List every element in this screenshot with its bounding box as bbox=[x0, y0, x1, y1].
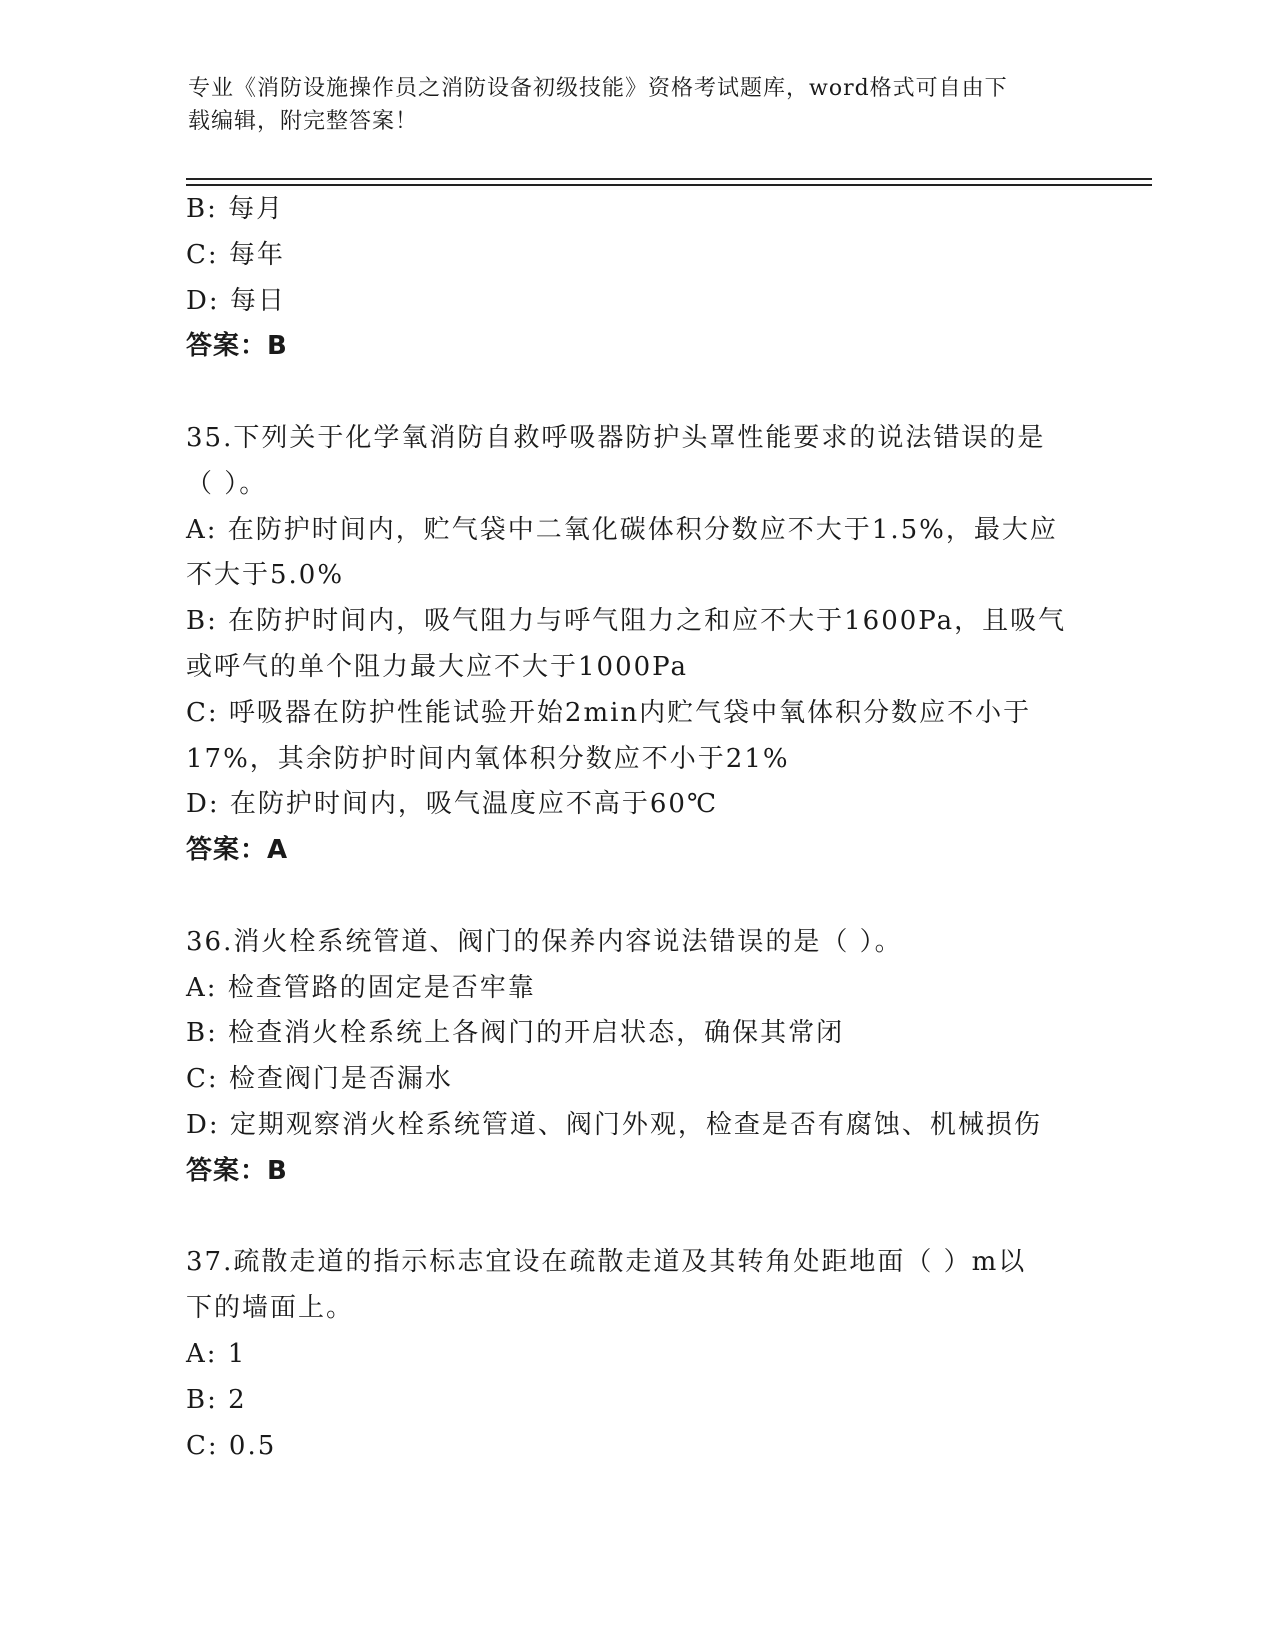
header-line-2: 载编辑，附完整答案！ bbox=[188, 109, 419, 134]
option-b: B: 在防护时间内，吸气阻力与呼气阻力之和应不大于1600Pa，且吸气 bbox=[186, 606, 1067, 637]
answer: 答案：B bbox=[186, 331, 288, 362]
option-a: A: 1 bbox=[186, 1338, 247, 1369]
header-line-1: 专业《消防设施操作员之消防设备初级技能》资格考试题库，word格式可自由下 bbox=[188, 76, 1008, 101]
option-b: B: 2 bbox=[186, 1384, 247, 1415]
question-stem: 37.疏散走道的指示标志宜设在疏散走道及其转角处距地面（ ）m以 bbox=[186, 1247, 1027, 1278]
spacer bbox=[186, 1195, 1086, 1241]
answer: 答案：B bbox=[186, 1155, 288, 1186]
option-a-cont: 不大于5.0% bbox=[186, 560, 345, 591]
option-c: C: 呼吸器在防护性能试验开始2min内贮气袋中氧体积分数应不小于 bbox=[186, 697, 1032, 728]
question-34 bbox=[186, 187, 1086, 370]
question-37 bbox=[186, 1240, 1086, 1469]
answer: 答案：A bbox=[186, 835, 289, 866]
question-stem-cont: （ ）。 bbox=[186, 468, 268, 499]
option-d: D: 定期观察消火栓系统管道、阀门外观，检查是否有腐蚀、机械损伤 bbox=[186, 1109, 1042, 1140]
option-b-cont: 或呼气的单个阻力最大应不大于1000Pa bbox=[186, 651, 688, 682]
header-rule-top bbox=[186, 178, 1152, 180]
question-stem-cont: 下的墙面上。 bbox=[186, 1293, 355, 1324]
option-a: A: 在防护时间内，贮气袋中二氧化碳体积分数应不大于1.5%，最大应 bbox=[186, 514, 1058, 545]
spacer bbox=[186, 874, 1086, 920]
option-b: B: 检查消火栓系统上各阀门的开启状态，确保其常闭 bbox=[186, 1018, 845, 1049]
document-header bbox=[188, 72, 1068, 138]
option-c: C: 检查阀门是否漏水 bbox=[186, 1064, 453, 1095]
question-stem: 35.下列关于化学氧消防自救呼吸器防护头罩性能要求的说法错误的是 bbox=[186, 422, 1046, 453]
question-35 bbox=[186, 416, 1086, 874]
option-d: D: 在防护时间内，吸气温度应不高于60℃ bbox=[186, 789, 719, 820]
option-c-cont: 17%，其余防护时间内氧体积分数应不小于21% bbox=[186, 743, 790, 774]
question-content bbox=[186, 187, 1086, 1469]
option-c: C: 0.5 bbox=[186, 1430, 277, 1461]
header-rule-bottom bbox=[186, 184, 1152, 186]
option-d: D: 每日 bbox=[186, 285, 286, 316]
option-c: C: 每年 bbox=[186, 239, 285, 270]
question-stem: 36.消火栓系统管道、阀门的保养内容说法错误的是（ ）。 bbox=[186, 926, 903, 957]
option-a: A: 检查管路的固定是否牢靠 bbox=[186, 972, 536, 1003]
question-36 bbox=[186, 920, 1086, 1195]
spacer bbox=[186, 370, 1086, 416]
option-b: B: 每月 bbox=[186, 194, 285, 224]
